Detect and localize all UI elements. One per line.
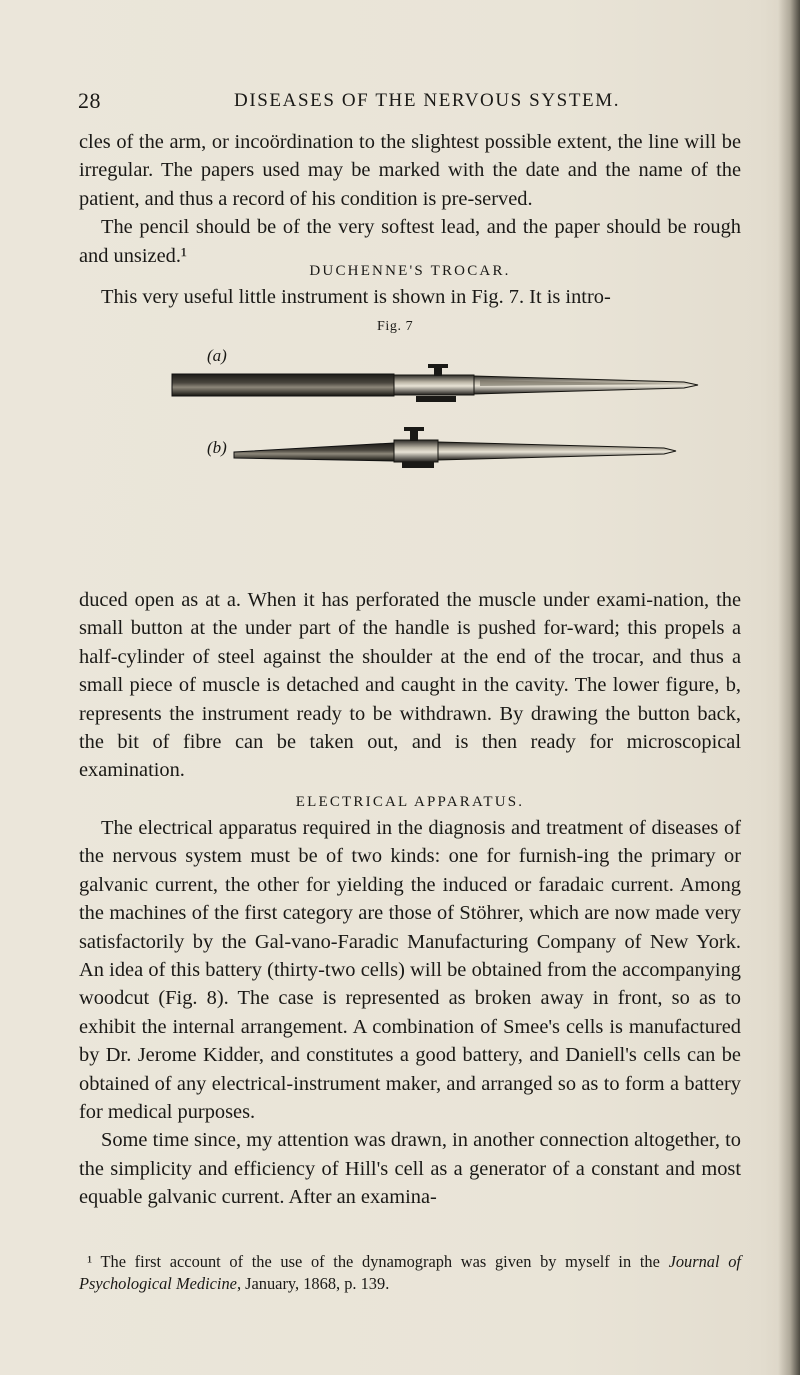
electrical-section (79, 814, 741, 1212)
trocar-description (79, 586, 741, 785)
trocar-a-button (434, 367, 442, 376)
trocar-b-handle (234, 443, 394, 461)
trocar-a-handle (172, 374, 394, 396)
figure-caption: Fig. 7 (377, 319, 414, 334)
footnote-marker: ¹ (87, 1252, 93, 1271)
trocar-closed-illustration (234, 427, 676, 468)
trocar-figure (207, 330, 714, 560)
footnote-journal-title: Journal of Psychological Medicine (79, 1252, 741, 1293)
footnote-text: The first account of the use of the dynamograph was given by myself in the (100, 1252, 660, 1271)
paragraph-trocar-intro: This very useful little instrument is shown in Fig. 7. It is intro- (101, 286, 611, 308)
figure-label-b: (b) (207, 438, 227, 457)
footnote (79, 1251, 741, 1295)
page-number: 28 (78, 88, 101, 113)
paragraph-pencil: The pencil should be of the very softest lead, and the paper should be rough and unsized.¹ (79, 216, 741, 267)
paragraph-continued: cles of the arm, or incoördination to the slightest possible extent, the line will be irregular. The papers used may be marked with the date and the name of the patient, and thus a record of his condition is pre-served. (79, 131, 741, 210)
book-gutter-shadow (778, 0, 800, 1375)
paragraph-trocar-description: duced open as at a. When it has perforated the muscle under exami-nation, the small button at the under part of the handle is pushed for-ward; this propels a half-cylinder of steel against the shoulder at the end of the trocar, and thus a small piece of muscle is detached and caught in the cavity. The lower figure, b, represents the instrument ready to be withdrawn. By drawing the button back, the bit of fibre can be taken out, and is then ready for microscopical examination. (79, 589, 741, 782)
paragraph-hills-cell: Some time since, my attention was drawn, in another connection altogether, to the simplicity and efficiency of Hill's cell as a generator of a constant and most equable galvanic current. After an examina- (79, 1129, 741, 1209)
trocar-b-needle (438, 442, 676, 460)
trocar-b-button (410, 430, 418, 441)
paragraph-electrical-apparatus: The electrical apparatus required in the diagnosis and treatment of diseases of the nervous system must be of two kinds: one for furnish-ing the primary or galvanic current, the other for yielding the induced or faradaic current. Among the machines of the first category are those of Stöhrer, which are now made very satisfactorily by the Gal-vano-Faradic Manufacturing Company of New York. An idea of this battery (thirty-two cells) will be obtained from the accompanying woodcut (Fig. 8). The case is represented as broken away in front, so as to exhibit the internal arrangement. A combination of Smee's cells is manufactured by Dr. Jerome Kidder, and constitutes a good battery, and Daniell's cells can be obtained of any electrical-instrument maker, and arranged so as to form a battery for medical purposes. (79, 817, 741, 1124)
running-head (78, 88, 738, 118)
trocar-open-illustration (172, 364, 698, 402)
top-paragraphs (79, 128, 741, 270)
footnote-citation: , January, 1868, p. 139. (236, 1274, 390, 1293)
running-title: DISEASES OF THE NERVOUS SYSTEM. (234, 90, 621, 111)
trocar-intro (79, 283, 741, 311)
figure-label-a: (a) (207, 346, 227, 365)
section-heading-trocar: DUCHENNE'S TROCAR. (309, 263, 511, 279)
trocar-a-sheath (394, 375, 474, 395)
trocar-b-sheath (394, 440, 438, 462)
section-heading-electrical: ELECTRICAL APPARATUS. (295, 794, 525, 810)
